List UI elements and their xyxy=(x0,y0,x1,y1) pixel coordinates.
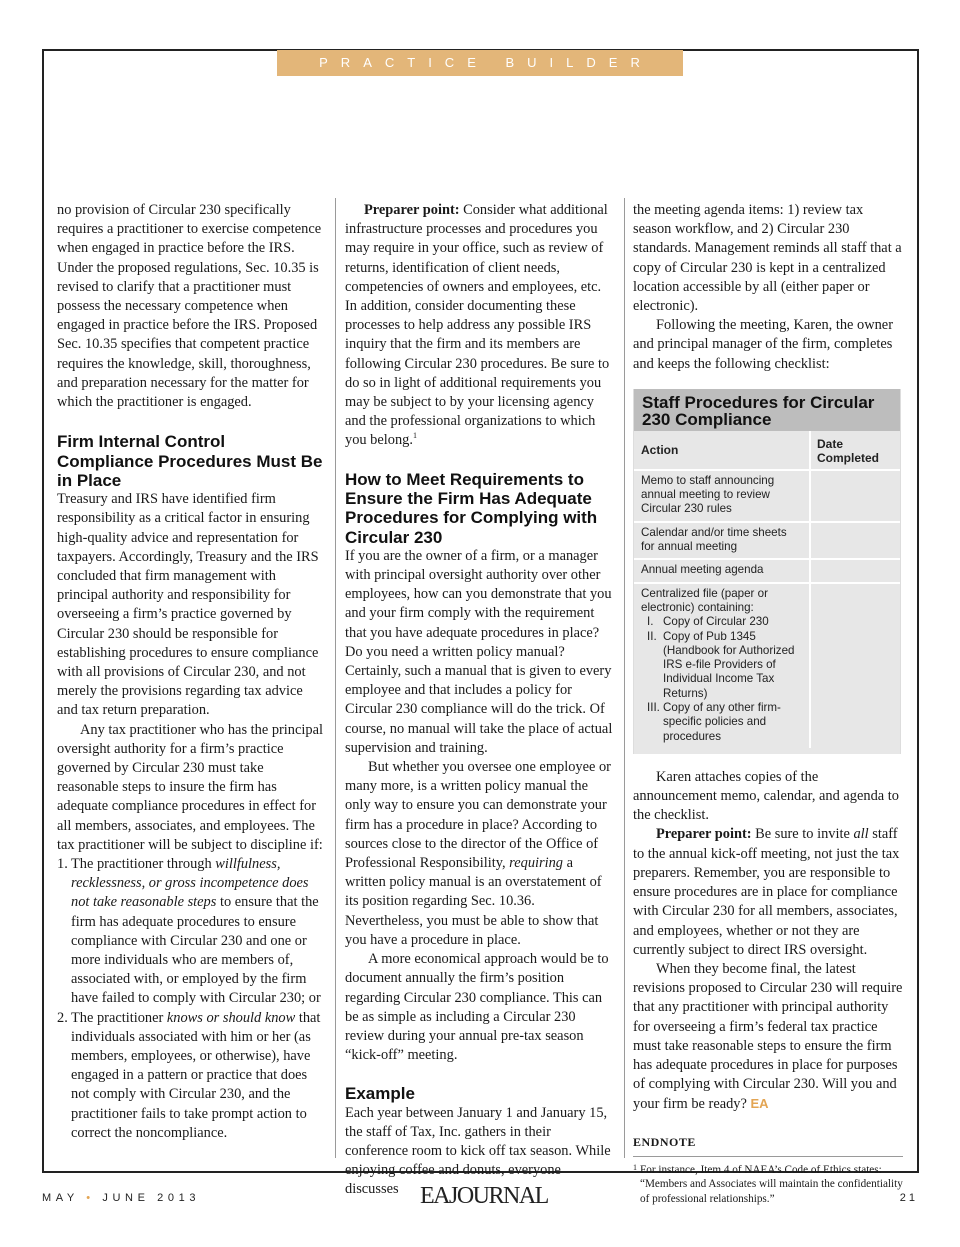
footnote-ref[interactable]: 1 xyxy=(412,431,417,441)
date-cell xyxy=(811,471,900,521)
date-cell xyxy=(811,584,900,748)
date-cell xyxy=(811,560,900,581)
discipline-list xyxy=(57,855,325,1143)
paragraph: If you are the owner of a firm, or a manager with principal oversight authority over other employees, how can you demonstrate that you and your firm comply with the requirement that you have adequate procedures in place? Do you need a written policy manual? Certainly, such a manual that is given to every employee and that includes a policy for Circular 230 compliance will do the trick. Of course, no manual will take the place of actual supervision and training. xyxy=(345,547,613,756)
paragraph: Treasury and IRS have identified firm responsibility as a critical factor in ensuring high-quality advice and representation for taxpayers. Accordingly, Treasury and the IRS concluded that firm management with principal authority and responsibility for overseeing a firm’s practice governed by Circular 230 should be responsible for establishing procedures to ensure compliance with all provisions of Circular 230, and not merely the provisions regarding tax advice and tax return preparation. xyxy=(57,491,319,719)
endnote: 1 For instance, Item 4 of NAEA’s Code of Ethics states: “Members and Associates will maintain the confidentiality of professional relationships.” xyxy=(633,1162,903,1205)
paragraph: A more economical approach would be to document annually the firm’s position regarding Circular 230 compliance. This can be as simple as including a Circular 230 review during your annual pre-tax season “kick-off” meeting. xyxy=(345,951,609,1064)
issue-date: MAY • JUNE 2013 xyxy=(42,1192,201,1204)
list-item: III. Copy of any other firm-specific policies and procedures xyxy=(647,700,781,743)
section-heading: Firm Internal Control Compliance Procedures Must Be in Place xyxy=(57,432,323,490)
paragraph: Karen attaches copies of the announcement memo, calendar, and agenda to the checklist. xyxy=(633,768,899,824)
section-heading: Example xyxy=(345,1084,415,1104)
paragraph: But whether you oversee one employee or many more, is a written policy manual the only way to ensure you can demonstrate your firm has a procedure in place? According to sources close to the director of the Office of Professional Responsibility, requiring a written policy manual is an overstatement of its position regarding Sec. 10.36. Nevertheless, you must be able to show that you have a procedure in place. xyxy=(345,759,611,948)
section-banner: PRACTICE BUILDER xyxy=(277,50,683,76)
list-item: I. Copy of Circular 230 xyxy=(647,615,769,629)
list-item: 2. The practitioner knows or should know that individuals associated with him or her (as members, employees, or otherwise), have engaged in a pattern or practice that does not comply with Circular 230, and the practitioner fails to take prompt action to correct the noncompliance. xyxy=(57,1009,321,1141)
action-cell: Memo to staff announcing annual meeting to review Circular 230 rules xyxy=(634,471,811,521)
paragraph: the meeting agenda items: 1) review tax season workflow, and 2) Circular 230 standards. Management reminds all staff that a copy of Circular 230 is kept in a centralized location accessible by all (either paper or electronic). xyxy=(633,202,902,315)
checklist-sidebar xyxy=(633,389,901,754)
paragraph: Any tax practitioner who has the principal oversight authority for a firm’s practice governed by Circular 230 must take reasonable steps to insure the firm has adequate compliance procedures in effect for all members, associates, and employees. The tax practitioner will be subject to discipline if: xyxy=(57,721,323,853)
paragraph: Following the meeting, Karen, the owner and principal manager of the firm, completes and keeps the following checklist: xyxy=(633,317,893,372)
paragraph: Each year between January 1 and January 15, the staff of Tax, Inc. gathers in their conference room to kick off tax season. While enjoying coffee and donuts, everyone discusses xyxy=(345,1104,611,1198)
journal-logo: EAJOURNAL xyxy=(420,1183,548,1209)
action-cell: Annual meeting agenda xyxy=(634,560,811,581)
paragraph: no provision of Circular 230 specifically requires a practitioner to exercise competence when engaged in practice before the IRS. Under the proposed regulations, Sec. 10.35 is revised to clarify that a practitioner must possess the necessary competence when engaged in practice before the IRS. Proposed Sec. 10.35 specifies that competent practice requires the knowledge, skill, thoroughness, and preparation necessary for the matter for which the practitioner is engaged. xyxy=(57,202,322,411)
date-cell xyxy=(811,523,900,559)
list-item: II. Copy of Pub 1345 (Handbook for Authorized IRS e-file Providers of Individual Income Tax Returns) xyxy=(647,629,795,700)
column-divider xyxy=(624,198,625,1158)
table-row xyxy=(634,560,900,583)
file-contents-list xyxy=(641,615,802,744)
paragraph: When they become final, the latest revisions proposed to Circular 230 will require that any practitioner with principal authority for overseeing a firm’s federal tax practice must take reasonable steps to ensure the firm has adequate procedures in place for purposes of complying with Circular 230. Will you and your firm be ready? EA xyxy=(633,960,903,1113)
column-middle xyxy=(345,201,615,1200)
list-item: 1. The practitioner through willfulness, recklessness, or gross incompetence does not take reasonable steps to ensure that the firm has adequate procedures to ensure compliance with Circular 230 and one or more individuals who are members of, associated with, or employed by the firm have failed to comply with Circular 230; or xyxy=(57,855,321,1007)
column-header-date: Date Completed xyxy=(817,436,880,465)
column-left xyxy=(57,201,325,1143)
ea-end-mark: EA xyxy=(750,1096,769,1112)
preparer-point: Preparer point: Consider what additional infrastructure processes and procedures you may require in your office, such as review of returns, identification of client needs, competencies of owners and employees, etc. In addition, consider documenting these processes to help address any possible IRS inquiry that the firm and its members are following Circular 230 procedures. Be sure to do so in light of additional requirements you may be subject to by your licensing agency and the professional organizations to which you belong.$^1$ xyxy=(345,202,610,449)
table-header xyxy=(634,431,900,471)
table-row xyxy=(634,471,900,523)
column-header-action: Action xyxy=(634,431,811,469)
table-row xyxy=(634,523,900,561)
page-number: 21 xyxy=(899,1192,918,1204)
sidebar-title: Staff Procedures for Circular 230 Compliance xyxy=(634,389,900,431)
action-cell: Centralized file (paper or electronic) containing: I. Copy of Circular 230 II. Copy of Pub 1345 (Handbook for Authorized IRS e-file Providers of Individual Income Tax Returns) III. Copy of any other firm-specific policies and procedures xyxy=(634,584,811,748)
action-cell: Calendar and/or time sheets for annual meeting xyxy=(634,523,811,559)
preparer-point: Preparer point: Be sure to invite all staff to the annual kick-off meeting, not just the tax preparers. Remember, you are responsible to ensure procedures are in place for compliance with Circular 230 for all members, associates, and employees, whether or not they are currently subject to direct IRS oversight. xyxy=(633,826,900,958)
column-divider xyxy=(335,198,336,1158)
column-right xyxy=(633,201,903,1206)
endnote-heading: ENDNOTE xyxy=(633,1133,903,1157)
section-heading: How to Meet Requirements to Ensure the Firm Has Adequate Procedures for Complying with Circular 230 xyxy=(345,469,598,547)
table-row xyxy=(634,584,900,748)
